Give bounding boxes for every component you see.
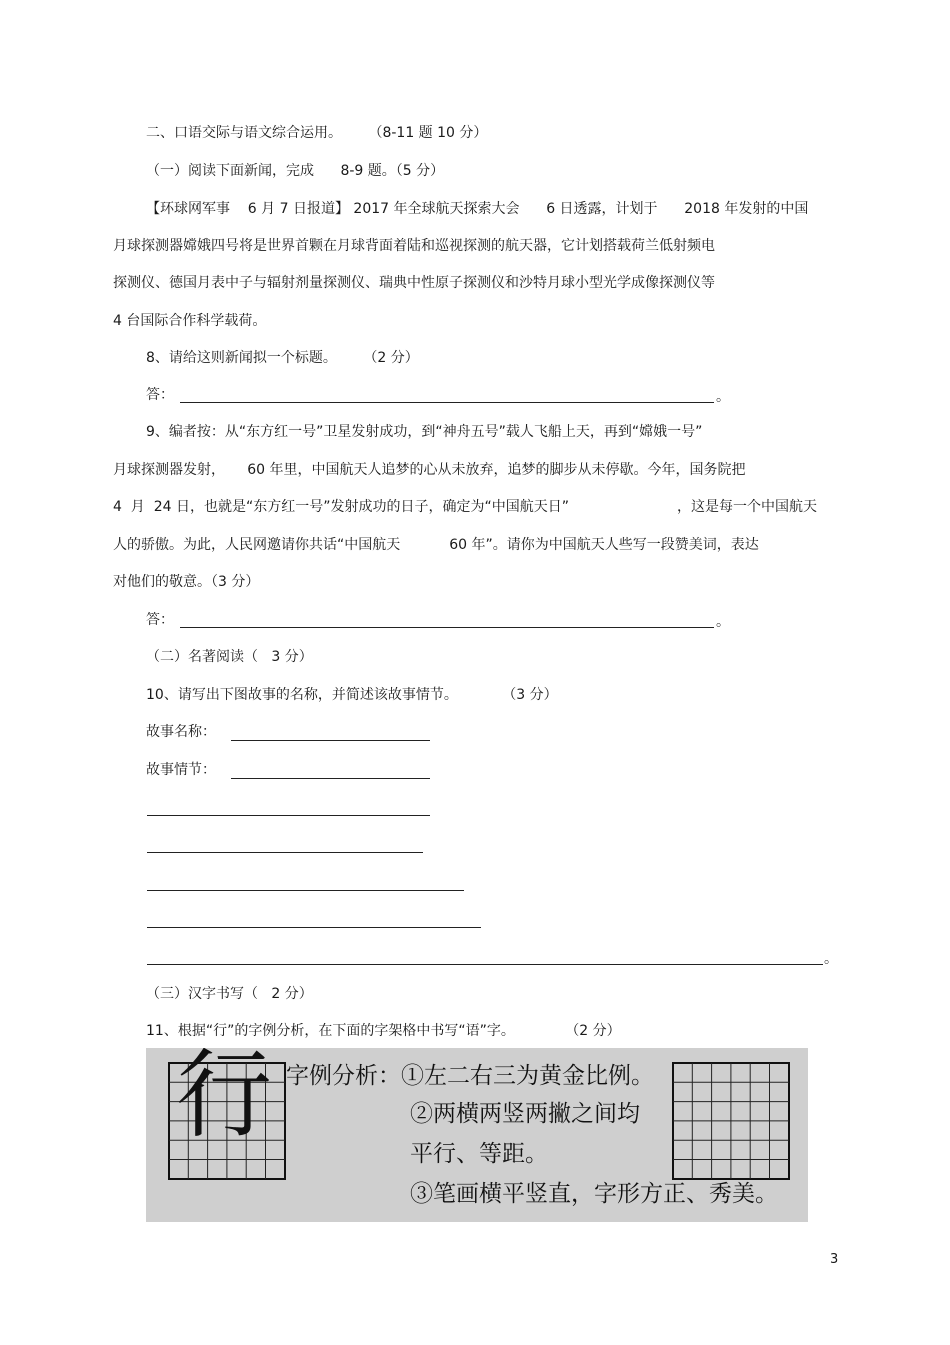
question-9-line-1: 9、编者按：从“东方红一号”卫星发射成功，到“神舟五号”载人飞船上天，再到“嫦娥一号” <box>146 424 703 440</box>
section-score: （8-11 题 10 分） <box>368 125 488 141</box>
answer-8-line[interactable] <box>180 402 714 403</box>
news-line-3: 探测仪、德国月表中子与辐射剂量探测仪、瑞典中性原子探测仪和沙特月球小型光学成像探测仪等 <box>113 275 715 291</box>
writing-practice-grid[interactable] <box>672 1062 790 1180</box>
figure-line-4: ③笔画横平竖直，字形方正、秀美。 <box>410 1181 778 1207</box>
figure-line-3: 平行、等距。 <box>410 1141 548 1167</box>
question-11-text: 11、根据“行”的字例分析，在下面的字架格中书写“语”字。 <box>146 1023 515 1039</box>
story-plot-line-3[interactable] <box>147 852 423 853</box>
answer-9-label: 答： <box>146 612 174 628</box>
question-10 <box>146 686 558 704</box>
news-line-1: 【环球网军事 6 月 7 日报道】 2017 年全球航天探索大会 6 日透露，计划于 2018 年发射的中国 <box>146 201 809 217</box>
question-8-text: 8、请给这则新闻拟一个标题。 <box>146 350 337 366</box>
answer-9-end: 。 <box>716 614 730 630</box>
question-9-line-5: 对他们的敬意。（3 分） <box>113 574 260 590</box>
story-plot-line-4[interactable] <box>147 890 464 891</box>
answer-9-line[interactable] <box>180 627 714 628</box>
question-8-score: （2 分） <box>363 350 419 366</box>
answer-8-label: 答： <box>146 387 174 403</box>
figure-line-2: ②两横两竖两撇之间均 <box>410 1101 640 1127</box>
story-name-line[interactable] <box>231 740 430 741</box>
question-9-line-4: 人的骄傲。为此，人民网邀请你共话“中国航天 60 年”。请你为中国航天人些写一段赞美词，表达 <box>113 537 759 553</box>
page-number: 3 <box>830 1252 839 1267</box>
story-plot-line-6[interactable] <box>147 964 823 965</box>
part2-heading: （二）名著阅读（ 3 分） <box>146 649 313 665</box>
figure-line-1: 字例分析：①左二右三为黄金比例。 <box>286 1063 654 1089</box>
answer-8-end: 。 <box>716 389 730 405</box>
story-plot-label: 故事情节： <box>146 762 216 778</box>
question-9-line-3a: 4 月 24 日，也就是“东方红一号”发射成功的日子，确定为“中国航天日” <box>113 499 569 515</box>
part1-title: （一）阅读下面新闻，完成 <box>146 163 314 179</box>
story-plot-line-2[interactable] <box>147 815 430 816</box>
question-8 <box>146 349 419 367</box>
story-plot-line-1[interactable] <box>231 778 430 779</box>
question-11-score: （2 分） <box>565 1023 621 1039</box>
question-11 <box>146 1022 621 1040</box>
section-title: 二、口语交际与语文综合运用。 <box>146 125 342 141</box>
story-plot-end: 。 <box>824 951 838 967</box>
question-9-line-2: 月球探测器发射， 60 年里，中国航天人追梦的心从未放弃，追梦的脚步从未停歇。今年，国务院把 <box>113 462 746 478</box>
question-10-text: 10、请写出下图故事的名称，并简述该故事情节。 <box>146 687 458 703</box>
question-9-line-3b: ，这是每一个中国航天 <box>677 499 817 515</box>
question-10-score: （3 分） <box>502 687 558 703</box>
character-analysis-figure <box>146 1048 808 1222</box>
part3-heading: （三）汉字书写（ 2 分） <box>146 986 313 1002</box>
part1-heading <box>146 162 444 180</box>
part1-range: 8-9 题。（5 分） <box>340 163 445 179</box>
section-heading <box>146 124 487 142</box>
news-line-4: 4 台国际合作科学载荷。 <box>113 313 267 329</box>
news-line-2: 月球探测器嫦娥四号将是世界首颗在月球背面着陆和巡视探测的航天器，它计划搭载荷兰低射频电 <box>113 238 715 254</box>
story-plot-line-5[interactable] <box>147 927 481 928</box>
example-character: 行 <box>176 1048 272 1151</box>
story-name-label: 故事名称： <box>146 724 216 740</box>
